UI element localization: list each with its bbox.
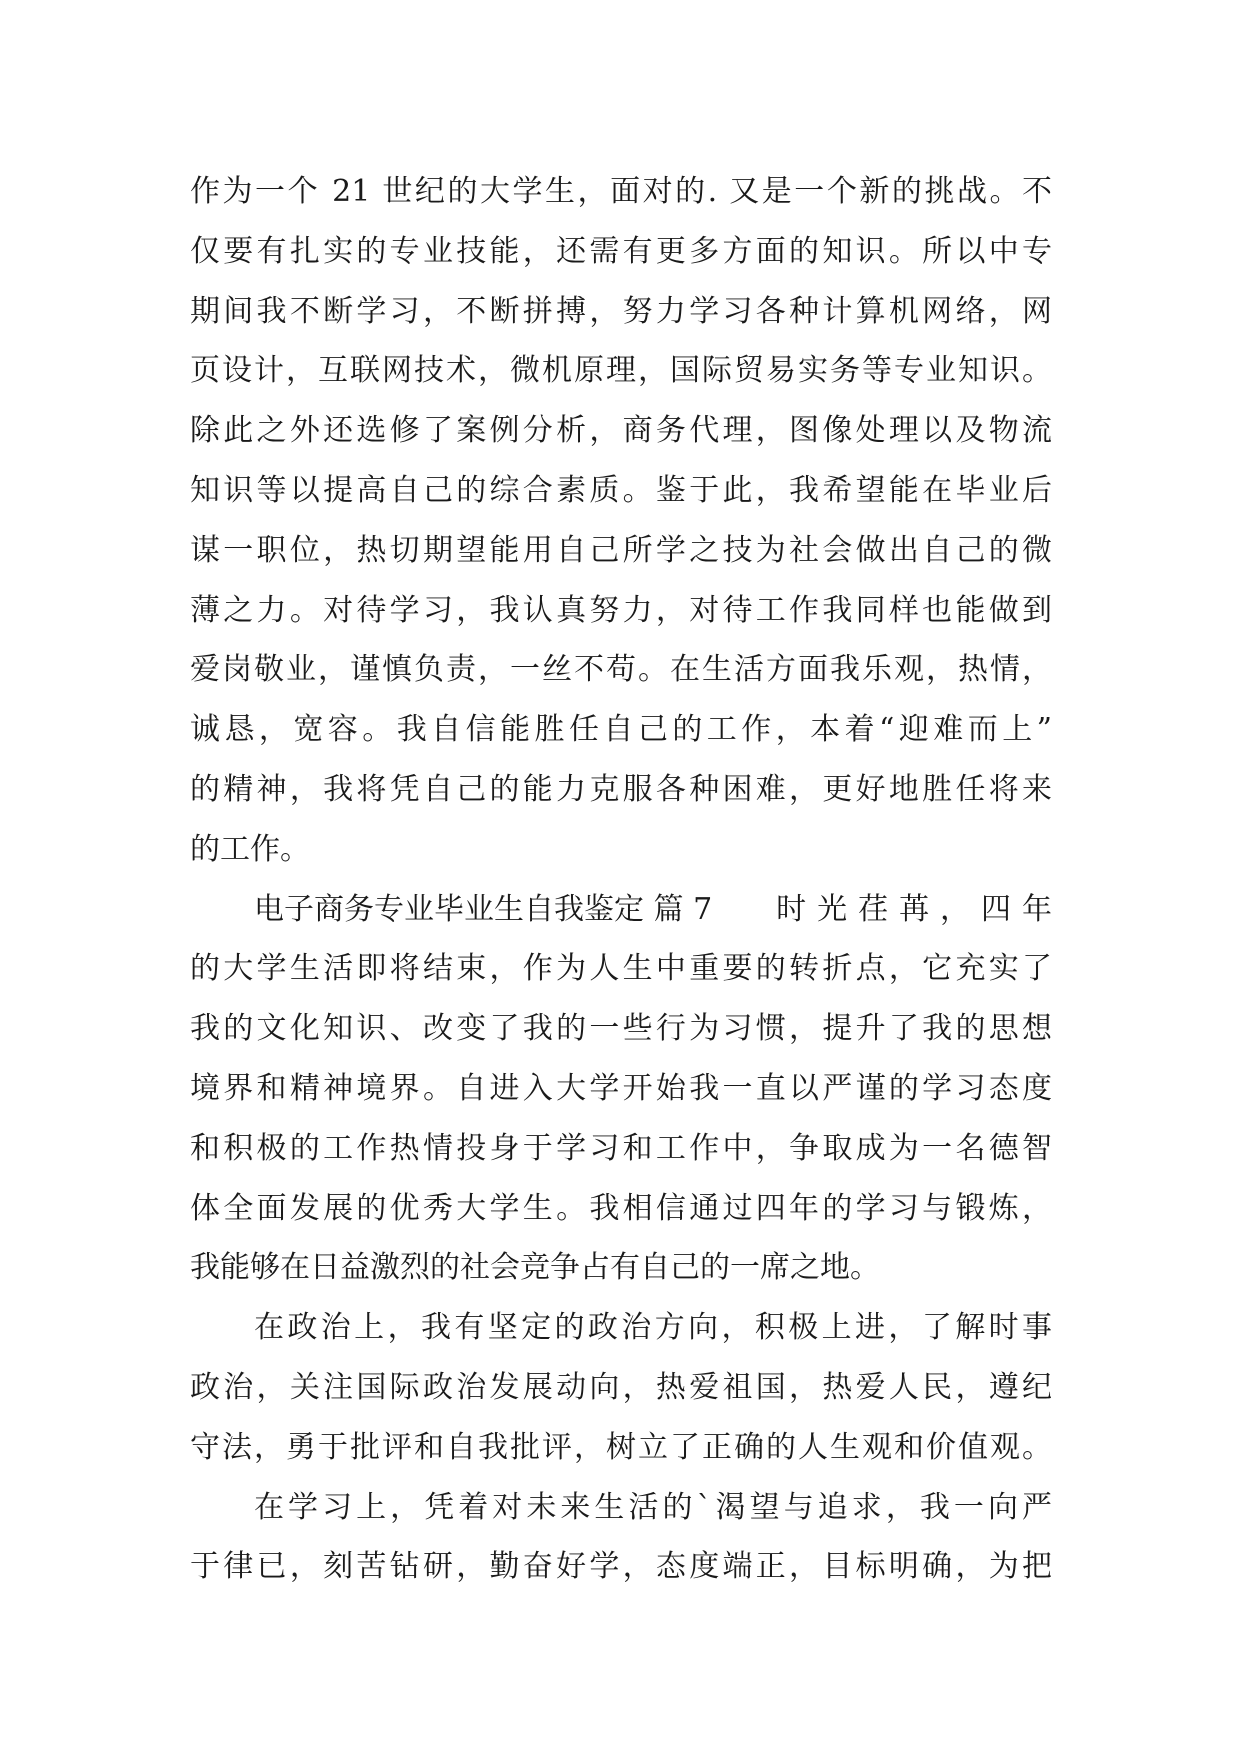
text-line: 仅要有扎实的专业技能，还需有更多方面的知识。所以中专 [190, 233, 1052, 269]
text-line: 政治，关注国际政治发展动向，热爱祖国，热爱人民，遵纪 [190, 1369, 1052, 1405]
text-line: 的大学生活即将结束，作为人生中重要的转折点，它充实了 [190, 951, 1052, 987]
text-line: 爱岗敬业，谨慎负责，一丝不苟。在生活方面我乐观，热情， [190, 652, 1052, 688]
text-line: 时光荏苒，四年 [776, 891, 1052, 927]
text-line: 和积极的工作热情投身于学习和工作中，争取成为一名德智 [190, 1130, 1052, 1166]
text-line: 页设计，互联网技术，微机原理，国际贸易实务等专业知识。 [190, 353, 1052, 389]
text-line: 于律已，刻苦钻研，勤奋好学，态度端正，目标明确，为把 [190, 1549, 1052, 1585]
text-line: 的工作。 [190, 831, 310, 867]
document-body [190, 162, 1052, 1597]
text-line: 知识等以提高自己的综合素质。鉴于此，我希望能在毕业后 [190, 472, 1052, 508]
text-line: 体全面发展的优秀大学生。我相信通过四年的学习与锻炼， [190, 1190, 1052, 1226]
text-line: 作为一个 21 世纪的大学生，面对的. 又是一个新的挑战。不 [190, 174, 1052, 209]
text-line: 谋一职位，热切期望能用自己所学之技为社会做出自己的微 [190, 532, 1052, 568]
text-line: 除此之外还选修了案例分析，商务代理，图像处理以及物流 [190, 413, 1052, 449]
paragraph-intro [190, 162, 1052, 880]
paragraph-study [190, 1478, 1052, 1598]
text-line: 在学习上，凭着对未来生活的`渴望与追求，我一向严 [254, 1489, 1052, 1525]
text-line: 期间我不断学习，不断拼搏，努力学习各种计算机网络，网 [190, 293, 1052, 329]
section-heading-line [190, 880, 1052, 940]
text-line: 薄之力。对待学习，我认真努力，对待工作我同样也能做到 [190, 592, 1052, 628]
text-line: 在政治上，我有坚定的政治方向，积极上进，了解时事 [254, 1310, 1052, 1346]
section-title: 电子商务专业毕业生自我鉴定 篇 7 [254, 891, 713, 927]
text-line: 守法，勇于批评和自我批评，树立了正确的人生观和价值观。 [190, 1429, 1052, 1465]
text-line: 我的文化知识、改变了我的一些行为习惯，提升了我的思想 [190, 1011, 1052, 1047]
text-line: 我能够在日益激烈的社会竞争占有自己的一席之地。 [190, 1250, 880, 1286]
paragraph-politics [190, 1298, 1052, 1477]
section-7 [190, 880, 1052, 1299]
text-line: 的精神，我将凭自己的能力克服各种困难，更好地胜任将来 [190, 771, 1052, 807]
text-line: 诚恳，宽容。我自信能胜任自己的工作，本着“迎难而上” [190, 712, 1052, 748]
text-line: 境界和精神境界。自进入大学开始我一直以严谨的学习态度 [190, 1070, 1052, 1106]
